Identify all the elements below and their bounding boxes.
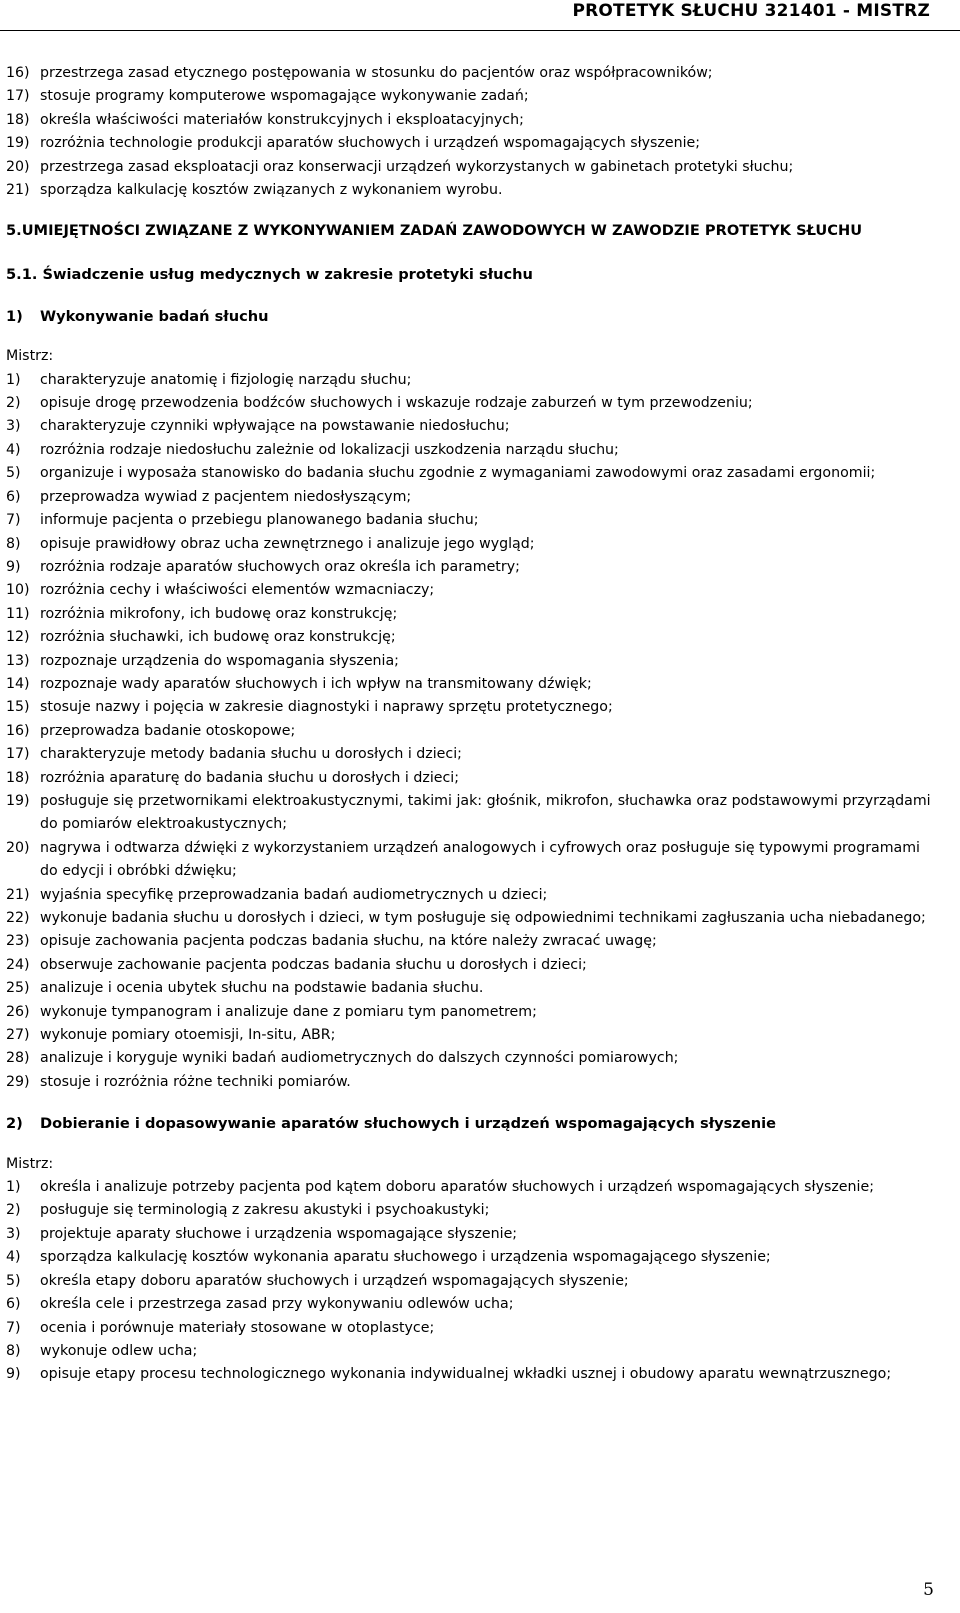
list-item	[6, 696, 936, 719]
list-item-number: 5)	[6, 1272, 21, 1289]
page-number: 5	[923, 1580, 934, 1600]
list-item-number: 8)	[6, 535, 21, 552]
list-item-text: określa etapy doboru aparatów słuchowych i urządzeń wspomagających słyszenie;	[40, 1272, 629, 1289]
list-item-text: przestrzega zasad etycznego postępowania w stosunku do pacjentów oraz współpracowników;	[40, 65, 713, 81]
list-item-text: charakteryzuje czynniki wpływające na powstawanie niedosłuchu;	[40, 418, 510, 435]
list-item	[6, 1223, 936, 1246]
intro-list	[6, 62, 936, 202]
list-item-number: 9)	[6, 1366, 21, 1383]
list-item	[6, 743, 936, 766]
document-title: PROTETYK SŁUCHU 321401 - MISTRZ	[572, 1, 930, 21]
list-item-text: wyjaśnia specyfikę przeprowadzania badań audiometrycznych u dzieci;	[40, 886, 548, 903]
list-item-number: 1)	[6, 371, 21, 388]
page-header	[0, 0, 960, 38]
list-item-text: rozpoznaje urządzenia do wspomagania słyszenia;	[40, 652, 399, 669]
list-item	[6, 156, 936, 179]
list-item	[6, 85, 936, 108]
list-item-text: opisuje etapy procesu technologicznego wykonania indywidualnej wkładki usznej i obudowy aparatu wewnątrzusznego;	[40, 1366, 892, 1383]
list-item	[6, 837, 936, 884]
list-item-number: 25)	[6, 980, 30, 997]
list-item-number: 5)	[6, 465, 21, 482]
list-item	[6, 1024, 936, 1047]
list-item	[6, 626, 936, 649]
list-item	[6, 486, 936, 509]
list-item-text: rozróżnia rodzaje niedosłuchu zależnie od lokalizacji uszkodzenia narządu słuchu;	[40, 441, 619, 458]
list-item-text: opisuje drogę przewodzenia bodźców słuchowych i wskazuje rodzaje zaburzeń w tym przewodzeniu;	[40, 395, 753, 412]
list-item-text: rozróżnia technologie produkcji aparatów słuchowych i urządzeń wspomagających słyszenie;	[40, 135, 701, 152]
mistrz-label: Mistrz:	[6, 1155, 54, 1172]
list-item-text: wykonuje pomiary otoemisji, In-situ, ABR;	[40, 1027, 336, 1044]
list-item-number: 6)	[6, 1296, 21, 1313]
list-item-number: 4)	[6, 1249, 21, 1266]
list-item	[6, 907, 936, 930]
list-item	[6, 1176, 936, 1199]
list-item-number: 17)	[6, 746, 30, 763]
list-item-text: posługuje się przetwornikami elektroakustycznymi, takimi jak: głośnik, mikrofon, słuchawka oraz podstawowymi przyrządami do pomiarów elektroakustycznych;	[40, 792, 931, 833]
list-item	[6, 1270, 936, 1293]
list-item-text: rozróżnia rodzaje aparatów słuchowych oraz określa ich parametry;	[40, 558, 520, 575]
list-item-text: organizuje i wyposaża stanowisko do badania słuchu zgodnie z wymaganiami zawodowymi oraz zasadami ergonomii;	[40, 465, 876, 482]
list-item-text: rozróżnia słuchawki, ich budowę oraz konstrukcję;	[40, 629, 396, 646]
list-item	[6, 1317, 936, 1340]
list-item-number: 21)	[6, 886, 30, 903]
list-item	[6, 1293, 936, 1316]
list-item	[6, 439, 936, 462]
list-item-number: 11)	[6, 605, 30, 622]
list-item	[6, 673, 936, 696]
task-number: 2)	[6, 1115, 23, 1133]
list-item-number: 10)	[6, 582, 30, 599]
list-item	[6, 1246, 936, 1269]
list-item-text: określa i analizuje potrzeby pacjenta pod kątem doboru aparatów słuchowych i urządzeń wspomagających słyszenie;	[40, 1179, 874, 1196]
task-title: Dobieranie i dopasowywanie aparatów słuchowych i urządzeń wspomagających słyszenie	[40, 1115, 777, 1133]
task1-list	[6, 369, 936, 1095]
list-item-number: 20)	[6, 158, 30, 175]
list-item-text: projektuje aparaty słuchowe i urządzenia wspomagające słyszenie;	[40, 1225, 518, 1242]
list-item	[6, 884, 936, 907]
list-item-text: rozróżnia aparaturę do badania słuchu u dorosłych i dzieci;	[40, 769, 460, 786]
list-item	[6, 954, 936, 977]
list-item-text: określa cele i przestrzega zasad przy wykonywaniu odlewów ucha;	[40, 1296, 514, 1313]
list-item-text: posługuje się terminologią z zakresu akustyki i psychoakustyki;	[40, 1202, 490, 1219]
list-item-number: 13)	[6, 652, 30, 669]
list-item-text: rozróżnia cechy i właściwości elementów wzmacniaczy;	[40, 582, 435, 599]
list-item-text: wykonuje badania słuchu u dorosłych i dzieci, w tym posługuje się odpowiednimi technikami zagłuszania ucha niebadanego;	[40, 910, 926, 926]
list-item-text: sporządza kalkulację kosztów wykonania aparatu słuchowego i urządzenia wspomagającego słyszenie;	[40, 1249, 771, 1266]
list-item	[6, 767, 936, 790]
list-item-text: informuje pacjenta o przebiegu planowanego badania słuchu;	[40, 512, 479, 529]
task-title: Wykonywanie badań słuchu	[40, 307, 269, 325]
list-item-number: 26)	[6, 1003, 30, 1020]
list-item	[6, 392, 936, 415]
list-item-number: 6)	[6, 488, 21, 505]
list-item-text: analizuje i ocenia ubytek słuchu na podstawie badania słuchu.	[40, 980, 484, 997]
list-item	[6, 977, 936, 1000]
section-heading: 5.UMIEJĘTNOŚCI ZWIĄZANE Z WYKONYWANIEM ZADAŃ ZAWODOWYCH W ZAWODZIE PROTETYK SŁUCHU	[6, 222, 863, 240]
list-item-text: analizuje i koryguje wyniki badań audiometrycznych do dalszych czynności pomiarowych;	[40, 1050, 679, 1067]
list-item-number: 18)	[6, 769, 30, 786]
list-item	[6, 1363, 936, 1386]
mistrz-label: Mistrz:	[6, 348, 54, 365]
list-item-text: określa właściwości materiałów konstrukcyjnych i eksploatacyjnych;	[40, 111, 524, 128]
list-item-number: 3)	[6, 418, 21, 435]
list-item-text: wykonuje tympanogram i analizuje dane z pomiaru tym panometrem;	[40, 1003, 537, 1020]
task-heading-1	[6, 305, 936, 328]
list-item-number: 9)	[6, 558, 21, 575]
list-item	[6, 132, 936, 155]
list-item-number: 16)	[6, 722, 30, 739]
list-item	[6, 720, 936, 743]
list-item-text: stosuje programy komputerowe wspomagające wykonywanie zadań;	[40, 88, 529, 105]
list-item-number: 16)	[6, 65, 30, 81]
list-item-number: 3)	[6, 1225, 21, 1242]
list-item-text: przeprowadza badanie otoskopowe;	[40, 722, 296, 739]
list-item-text: rozpoznaje wady aparatów słuchowych i ich wpływ na transmitowany dźwięk;	[40, 675, 592, 692]
list-item-text: wykonuje odlew ucha;	[40, 1342, 198, 1359]
list-item-text: charakteryzuje anatomię i fizjologię narządu słuchu;	[40, 371, 412, 388]
list-item-number: 17)	[6, 88, 30, 105]
list-item-number: 14)	[6, 675, 30, 692]
list-item	[6, 556, 936, 579]
list-item-number: 24)	[6, 956, 30, 973]
list-item-number: 15)	[6, 699, 30, 716]
task-heading-2	[6, 1112, 936, 1135]
list-item-number: 7)	[6, 1319, 21, 1336]
list-item-number: 28)	[6, 1050, 30, 1067]
list-item	[6, 1071, 936, 1094]
list-item-text: rozróżnia mikrofony, ich budowę oraz konstrukcję;	[40, 605, 398, 622]
list-item-text: obserwuje zachowanie pacjenta podczas badania słuchu u dorosłych i dzieci;	[40, 956, 587, 973]
list-item-number: 19)	[6, 792, 30, 809]
task2-list	[6, 1176, 936, 1387]
list-item	[6, 1001, 936, 1024]
list-item-number: 22)	[6, 910, 30, 926]
list-item	[6, 179, 936, 202]
list-item-text: stosuje i rozróżnia różne techniki pomiarów.	[40, 1073, 351, 1090]
list-item-text: przeprowadza wywiad z pacjentem niedosłyszącym;	[40, 488, 412, 505]
list-item-number: 4)	[6, 441, 21, 458]
list-item	[6, 415, 936, 438]
list-item	[6, 109, 936, 132]
list-item-number: 29)	[6, 1073, 30, 1090]
list-item	[6, 790, 936, 837]
list-item-number: 2)	[6, 1202, 21, 1219]
list-item-number: 18)	[6, 111, 30, 128]
list-item	[6, 369, 936, 392]
list-item	[6, 930, 936, 953]
list-item-number: 8)	[6, 1342, 21, 1359]
list-item-number: 1)	[6, 1179, 21, 1196]
list-item-text: charakteryzuje metody badania słuchu u dorosłych i dzieci;	[40, 746, 462, 763]
list-item	[6, 509, 936, 532]
header-rule	[0, 30, 960, 31]
subsection-heading: 5.1. Świadczenie usług medycznych w zakresie protetyki słuchu	[6, 266, 533, 284]
list-item-number: 2)	[6, 395, 21, 412]
list-item	[6, 1340, 936, 1363]
list-item-number: 12)	[6, 629, 30, 646]
list-item-number: 20)	[6, 839, 30, 856]
list-item-text: ocenia i porównuje materiały stosowane w otoplastyce;	[40, 1319, 435, 1336]
list-item-number: 27)	[6, 1027, 30, 1044]
list-item	[6, 62, 936, 85]
list-item-text: nagrywa i odtwarza dźwięki z wykorzystaniem urządzeń analogowych i cyfrowych oraz posługuje się typowymi programami do edycji i obróbki dźwięku;	[40, 839, 920, 880]
list-item	[6, 462, 936, 485]
list-item-number: 19)	[6, 135, 30, 152]
list-item	[6, 650, 936, 673]
list-item-text: stosuje nazwy i pojęcia w zakresie diagnostyki i naprawy sprzętu protetycznego;	[40, 699, 613, 716]
list-item	[6, 579, 936, 602]
list-item-text: opisuje zachowania pacjenta podczas badania słuchu, na które należy zwracać uwagę;	[40, 933, 657, 950]
list-item-text: przestrzega zasad eksploatacji oraz konserwacji urządzeń wykorzystanych w gabinetach protetyki słuchu;	[40, 158, 794, 175]
list-item	[6, 1047, 936, 1070]
list-item	[6, 533, 936, 556]
list-item-text: sporządza kalkulację kosztów związanych z wykonaniem wyrobu.	[40, 182, 503, 199]
list-item	[6, 1199, 936, 1222]
page-content	[6, 62, 936, 1387]
list-item-number: 23)	[6, 933, 30, 950]
list-item-number: 7)	[6, 512, 21, 529]
task-number: 1)	[6, 307, 23, 325]
list-item	[6, 603, 936, 626]
list-item-text: opisuje prawidłowy obraz ucha zewnętrznego i analizuje jego wygląd;	[40, 535, 535, 552]
list-item-number: 21)	[6, 182, 30, 199]
